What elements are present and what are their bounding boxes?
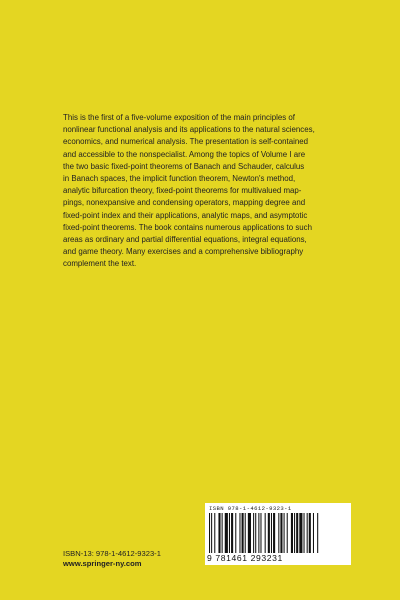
barcode-digits: 9 781461 293231	[207, 553, 283, 563]
blurb-line: This is the first of a five-volume exposition of the main principles of	[63, 113, 295, 122]
barcode-bar	[268, 513, 270, 553]
barcode-bar	[299, 513, 302, 553]
isbn-barcode	[205, 503, 351, 565]
barcode-bar	[258, 513, 259, 553]
blurb-line: fixed-point index and their applications, analytic maps, and asymptotic	[63, 210, 308, 220]
barcode-bar	[273, 513, 275, 553]
barcode-isbn-text: ISBN 978-1-4612-9323-1	[209, 505, 292, 512]
barcode-bar	[265, 513, 266, 553]
barcode-bar	[313, 513, 314, 553]
barcode-bar	[239, 513, 240, 553]
barcode-bar	[253, 513, 254, 553]
barcode-bar	[218, 513, 220, 553]
barcode-bar	[291, 513, 293, 553]
blurb-line: pings, nonexpansive and condensing operators, mapping degree and	[63, 198, 306, 208]
barcode-bar	[260, 513, 261, 553]
barcode-bar	[245, 513, 246, 553]
blurb-line: and accessible to the nonspecialist. Among the topics of Volume I are	[63, 149, 306, 159]
barcode-bar	[231, 513, 233, 553]
blurb-line: and game theory. Many exercises and a comprehensive bibliography	[63, 247, 304, 257]
barcode-bar	[317, 513, 318, 553]
barcode-bar	[214, 513, 215, 553]
barcode-bar	[225, 513, 228, 553]
back-cover-blurb	[63, 112, 350, 271]
blurb-line: analytic bifurcation theory, fixed-point theorems for multivalued map-	[63, 186, 302, 196]
barcode-bar	[309, 513, 311, 553]
barcode-bar	[287, 513, 288, 553]
isbn-13-label: ISBN-13: 978-1-4612-9323-1	[63, 549, 161, 558]
barcode-bar	[296, 513, 298, 553]
barcode-bar	[211, 513, 212, 553]
barcode-bar	[284, 513, 285, 553]
blurb-line: the two basic fixed-point theorems of Banach and Schauder, calculus	[63, 161, 305, 171]
blurb-line: areas as ordinary and partial differential equations, integral equations,	[63, 235, 307, 245]
blurb-line: nonlinear functional analysis and its applications to the natural sciences,	[63, 125, 315, 135]
publisher-url: www.springer-ny.com	[63, 559, 142, 568]
blurb-line: complement the text.	[63, 259, 137, 269]
barcode-bar	[235, 513, 236, 553]
barcode-bar	[294, 513, 295, 553]
barcode-bar	[307, 513, 308, 553]
barcode-bar	[271, 513, 272, 553]
barcode-bar	[255, 513, 256, 553]
blurb-line: economics, and numerical analysis. The presentation is self-contained	[63, 137, 309, 147]
barcode-bar	[229, 513, 230, 553]
barcode-bar	[304, 513, 305, 553]
blurb-line: fixed-point theorems. The book contains numerous applications to such	[63, 222, 312, 232]
barcode-bars	[209, 513, 347, 553]
barcode-bar	[242, 513, 244, 553]
barcode-bar	[248, 513, 251, 553]
barcode-bar	[209, 513, 210, 553]
barcode-bar	[280, 513, 282, 553]
blurb-line: in Banach spaces, the implicit function theorem, Newton's method,	[63, 174, 296, 184]
barcode-bar	[222, 513, 223, 553]
barcode-bar	[278, 513, 279, 553]
